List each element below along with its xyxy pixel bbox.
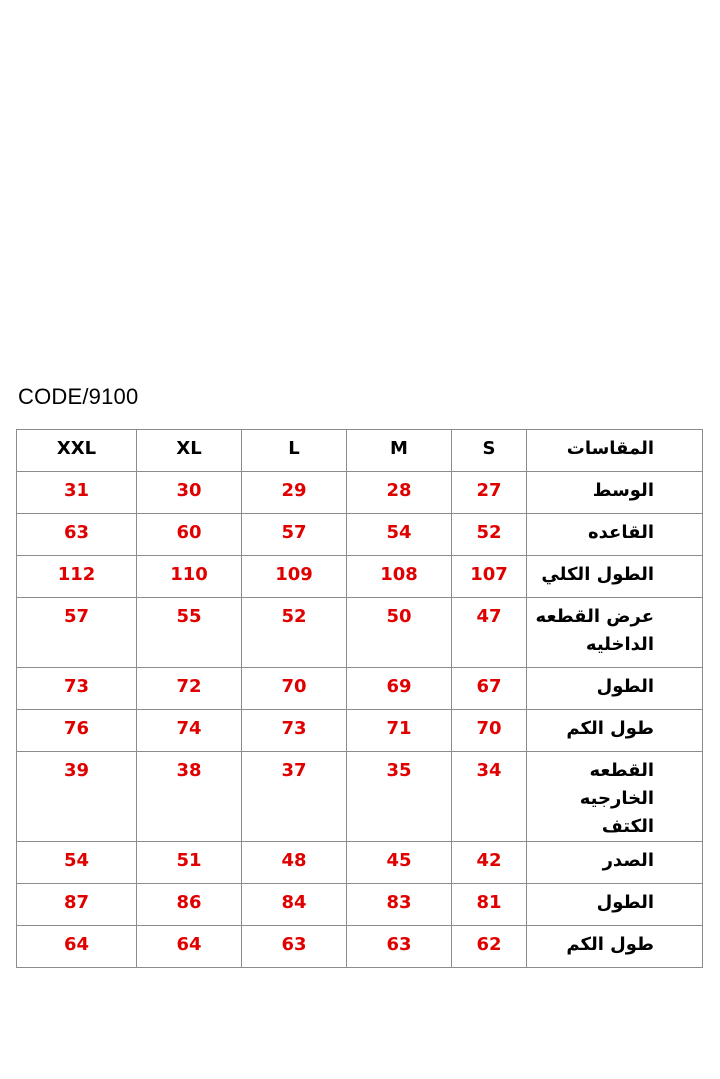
size-header-xl: XL xyxy=(137,430,242,472)
table-row xyxy=(17,472,703,514)
row-label: طول الكم xyxy=(527,926,703,968)
size-header-l: L xyxy=(242,430,347,472)
cell-value: 67 xyxy=(452,668,527,710)
cell-value: 63 xyxy=(17,514,137,556)
cell-value: 30 xyxy=(137,472,242,514)
cell-value: 42 xyxy=(452,842,527,884)
cell-value: 73 xyxy=(17,668,137,710)
size-header-m: M xyxy=(347,430,452,472)
cell-value: 112 xyxy=(17,556,137,598)
cell-value: 64 xyxy=(137,926,242,968)
row-label: الطول xyxy=(527,884,703,926)
cell-value: 52 xyxy=(452,514,527,556)
cell-value: 107 xyxy=(452,556,527,598)
table-row xyxy=(17,842,703,884)
cell-value: 38 xyxy=(137,752,242,842)
table-row xyxy=(17,752,703,842)
row-label: القطعه الخارجيه الكتف xyxy=(527,752,703,842)
cell-value: 63 xyxy=(347,926,452,968)
cell-value: 54 xyxy=(347,514,452,556)
cell-value: 71 xyxy=(347,710,452,752)
cell-value: 108 xyxy=(347,556,452,598)
size-header-xxl: XXL xyxy=(17,430,137,472)
row-label: القاعده xyxy=(527,514,703,556)
cell-value: 57 xyxy=(17,598,137,668)
cell-value: 86 xyxy=(137,884,242,926)
cell-value: 37 xyxy=(242,752,347,842)
cell-value: 27 xyxy=(452,472,527,514)
row-label: الطول xyxy=(527,668,703,710)
table-row xyxy=(17,710,703,752)
cell-value: 54 xyxy=(17,842,137,884)
cell-value: 48 xyxy=(242,842,347,884)
table-row xyxy=(17,556,703,598)
row-label: الصدر xyxy=(527,842,703,884)
table-row xyxy=(17,514,703,556)
cell-value: 87 xyxy=(17,884,137,926)
table-header-row xyxy=(17,430,703,472)
sizes-header-label: المقاسات xyxy=(527,430,703,472)
cell-value: 34 xyxy=(452,752,527,842)
cell-value: 110 xyxy=(137,556,242,598)
size-header-s: S xyxy=(452,430,527,472)
cell-value: 84 xyxy=(242,884,347,926)
cell-value: 109 xyxy=(242,556,347,598)
row-label: طول الكم xyxy=(527,710,703,752)
cell-value: 29 xyxy=(242,472,347,514)
cell-value: 83 xyxy=(347,884,452,926)
cell-value: 69 xyxy=(347,668,452,710)
cell-value: 70 xyxy=(242,668,347,710)
product-code: CODE/9100 xyxy=(18,384,139,409)
cell-value: 62 xyxy=(452,926,527,968)
cell-value: 31 xyxy=(17,472,137,514)
table-row xyxy=(17,884,703,926)
cell-value: 70 xyxy=(452,710,527,752)
cell-value: 55 xyxy=(137,598,242,668)
cell-value: 76 xyxy=(17,710,137,752)
cell-value: 72 xyxy=(137,668,242,710)
cell-value: 50 xyxy=(347,598,452,668)
row-label: الوسط xyxy=(527,472,703,514)
cell-value: 57 xyxy=(242,514,347,556)
cell-value: 60 xyxy=(137,514,242,556)
cell-value: 28 xyxy=(347,472,452,514)
cell-value: 45 xyxy=(347,842,452,884)
table-row xyxy=(17,598,703,668)
cell-value: 52 xyxy=(242,598,347,668)
cell-value: 63 xyxy=(242,926,347,968)
cell-value: 73 xyxy=(242,710,347,752)
size-chart-table xyxy=(16,429,703,968)
cell-value: 47 xyxy=(452,598,527,668)
cell-value: 39 xyxy=(17,752,137,842)
row-label: الطول الكلي xyxy=(527,556,703,598)
row-label: عرض القطعه الداخليه xyxy=(527,598,703,668)
cell-value: 35 xyxy=(347,752,452,842)
cell-value: 64 xyxy=(17,926,137,968)
cell-value: 74 xyxy=(137,710,242,752)
cell-value: 81 xyxy=(452,884,527,926)
table-row xyxy=(17,926,703,968)
cell-value: 51 xyxy=(137,842,242,884)
table-row xyxy=(17,668,703,710)
